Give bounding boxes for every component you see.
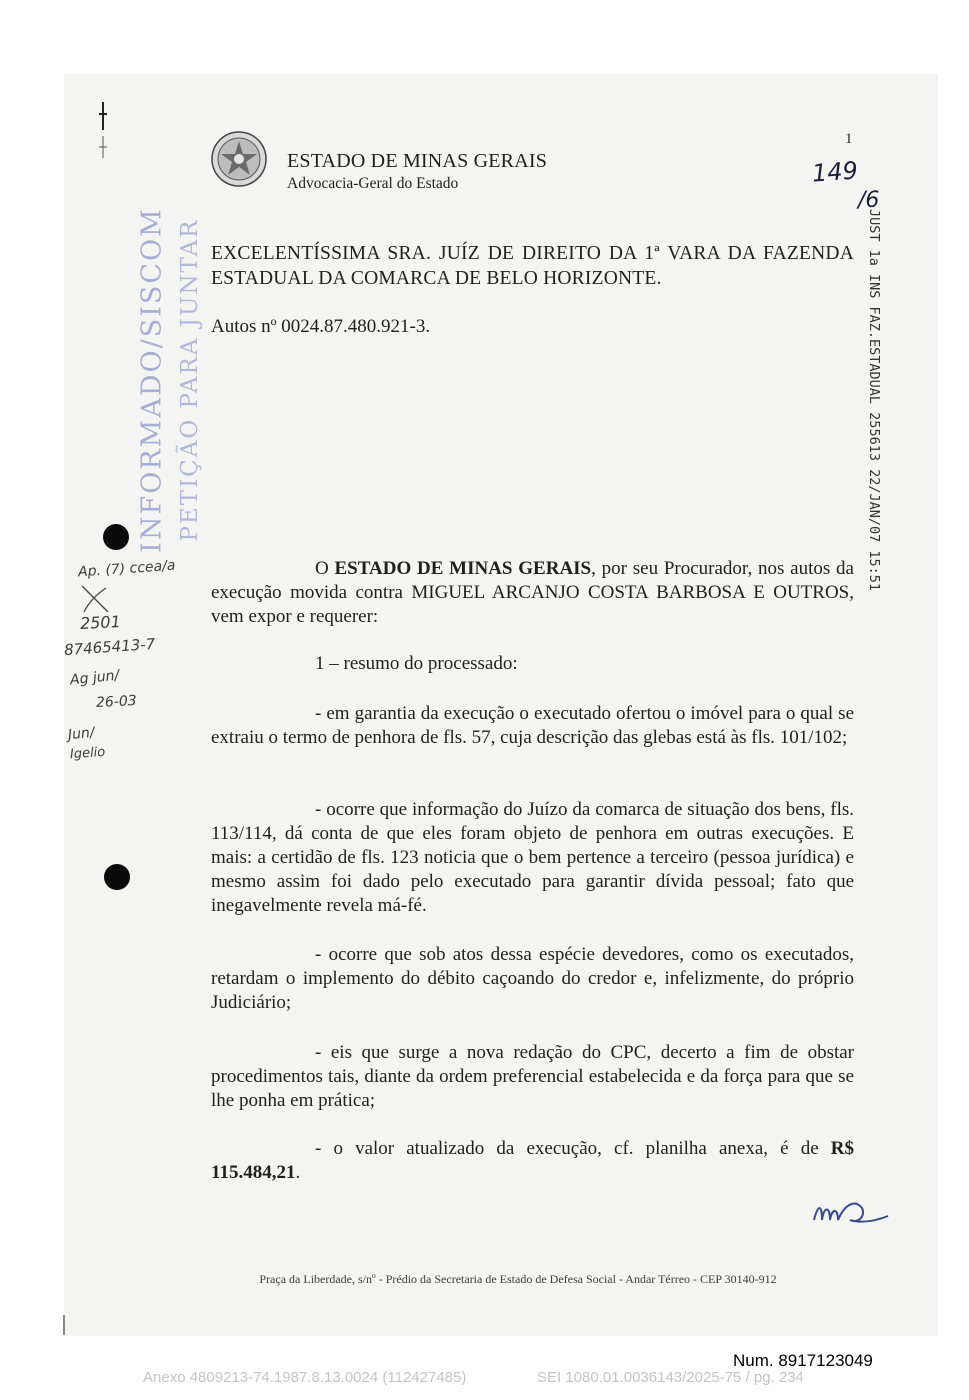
paragraph: - ocorre que sob atos dessa espécie devedores, como os executados, retardam o implemento do débito caçoando do credor e, infelizmente, do próprio Judiciário; [211, 944, 854, 1013]
margin-note: 26-03 [95, 692, 138, 712]
handwritten-folio-suffix: /6 [858, 188, 880, 213]
paragraph: - ocorre que informação do Juízo da comarca de situação dos bens, fls. 113/114, dá conta de que eles foram objeto de penhora em outras execuções. E mais: a certidão de fls. 123 noticia que o bem pertence a terceiro (pessoa jurídica) e mesmo assim foi dado pelo executado para garantir dívida pessoal; fato que inegavelmente revela má-fé. [211, 799, 854, 916]
margin-note: Igelio [69, 744, 106, 763]
document-number: Num. 8917123049 [733, 1351, 873, 1370]
scan-edge-mark [63, 1315, 65, 1335]
case-number: Autos nº 0024.87.480.921-3. [211, 316, 431, 337]
state-coat-of-arms-icon [210, 130, 268, 188]
initials-signature-icon [808, 1190, 892, 1234]
intro-paragraph [211, 557, 854, 629]
handwritten-folio: 149 [811, 156, 859, 188]
margin-note: Ag jun/ [69, 667, 120, 689]
state-name: ESTADO DE MINAS GERAIS [287, 150, 548, 172]
protocol-stamp: JUST 1a INS FAZ.ESTADUAL 255613 22/JAN/07 15:51 [866, 208, 882, 592]
informado-stamp: INFORMADO/SISCOM [136, 207, 168, 553]
handwritten-mark-icon [78, 582, 112, 616]
margin-note: 2501 [79, 611, 122, 634]
value-paragraph [211, 1137, 854, 1185]
punch-hole [104, 864, 130, 890]
paragraph: - em garantia da execução o executado ofertou o imóvel para o qual se extraiu o termo de penhora de fls. 57, cuja descrição das glebas está às fls. 101/102; [211, 703, 854, 748]
addressee: EXCELENTÍSSIMA SRA. JUÍZ DE DIREITO DA 1ª VARA DA FAZENDA ESTADUAL DA COMARCA DE BELO HORIZONTE. [211, 243, 854, 289]
party-name: ESTADO DE MINAS GERAIS [334, 558, 592, 579]
intro-rest: , por seu Procurador, nos autos da execução movida contra MIGUEL ARCANJO COSTA BARBOSA E OUTROS, vem expor e requerer: [211, 558, 854, 627]
amount: R$ 115.484,21 [211, 1138, 854, 1183]
summary-heading: 1 – resumo do processado: [315, 653, 518, 674]
punch-hole [103, 524, 129, 550]
margin-note: Jun/ [67, 724, 96, 744]
page-number: 1 [845, 131, 853, 147]
intro-lead: O [315, 558, 335, 579]
peticao-stamp: PETIÇÃO PARA JUNTAR [177, 218, 203, 542]
margin-note: Ap. (7) ccea/a [77, 557, 176, 581]
value-end: . [295, 1162, 301, 1183]
agency-name: Advocacia-Geral do Estado [287, 175, 459, 192]
value-lead: - o valor atualizado da execução, cf. planilha anexa, é de [315, 1138, 831, 1159]
margin-note: 87465413-7 [63, 634, 156, 660]
footer-address: Praça da Liberdade, s/nº - Prédio da Secretaria de Estado de Defesa Social - Andar Térreo - CEP 30140-912 [259, 1272, 777, 1286]
paragraph: - eis que surge a nova redação do CPC, decerto a fim de obstar procedimentos tais, diante da ordem preferencial estabelecida e da força para que se lhe ponha em prática; [211, 1042, 854, 1111]
registration-mark-icon [96, 100, 110, 162]
annex-reference: Anexo 4809213-74.1987.8.13.0024 (112427485) [143, 1369, 467, 1386]
sei-reference: SEI 1080.01.0036143/2025-75 / pg. 234 [537, 1369, 804, 1386]
